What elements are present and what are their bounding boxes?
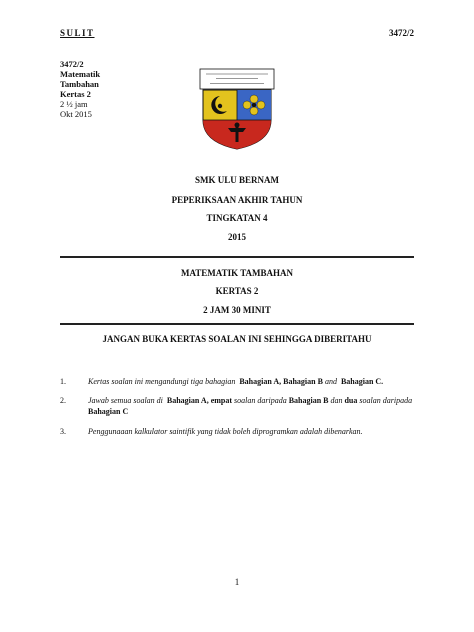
exam-year: 2015	[228, 232, 246, 242]
subject-title: MATEMATIK TAMBAHAN	[180, 268, 294, 278]
paper-duration: 2 JAM 30 MINIT	[203, 305, 271, 315]
paper-number: KERTAS 2	[215, 286, 259, 296]
instruction-item	[60, 426, 420, 438]
divider-top	[60, 256, 414, 258]
meta-duration: 2 ½ jam	[60, 99, 88, 109]
meta-paper: Kertas 2	[60, 89, 91, 99]
school-name: SMK ULU BERNAM	[194, 175, 279, 185]
instruction-number: 2.	[60, 396, 66, 405]
paper-meta-block	[60, 59, 100, 119]
form-level: TINGKATAN 4	[206, 213, 268, 223]
instruction-item	[60, 395, 420, 419]
school-crest-logo	[198, 68, 276, 150]
meta-date: Okt 2015	[60, 109, 92, 119]
meta-subject-2: Tambahan	[60, 79, 99, 89]
instructions-title: JANGAN BUKA KERTAS SOALAN INI SEHINGGA DIBERITAHU	[102, 334, 372, 344]
header-confidential-label: SULIT	[60, 28, 95, 38]
header-paper-code: 3472/2	[388, 28, 414, 38]
exam-title: PEPERIKSAAN AKHIR TAHUN	[171, 195, 303, 205]
instruction-text: Jawab semua soalan di Bahagian A, empat soalan daripada Bahagian B dan dua soalan daripada Bahagian C	[88, 396, 413, 416]
page-number: 1	[234, 577, 240, 587]
instruction-text: Kertas soalan ini mengandungi tiga bahagian Bahagian A, Bahagian B and Bahagian C.	[88, 377, 384, 386]
meta-code: 3472/2	[60, 59, 84, 69]
crest-banner	[200, 69, 274, 89]
divider-bottom	[60, 323, 414, 325]
instruction-item	[60, 376, 420, 388]
instruction-number: 1.	[60, 377, 66, 386]
instruction-number: 3.	[60, 427, 66, 436]
instruction-text: Penggunaaan kalkulator saintifik yang tidak boleh diprogramkan adalah dibenarkan.	[88, 427, 363, 436]
meta-subject-1: Matematik	[60, 69, 101, 79]
